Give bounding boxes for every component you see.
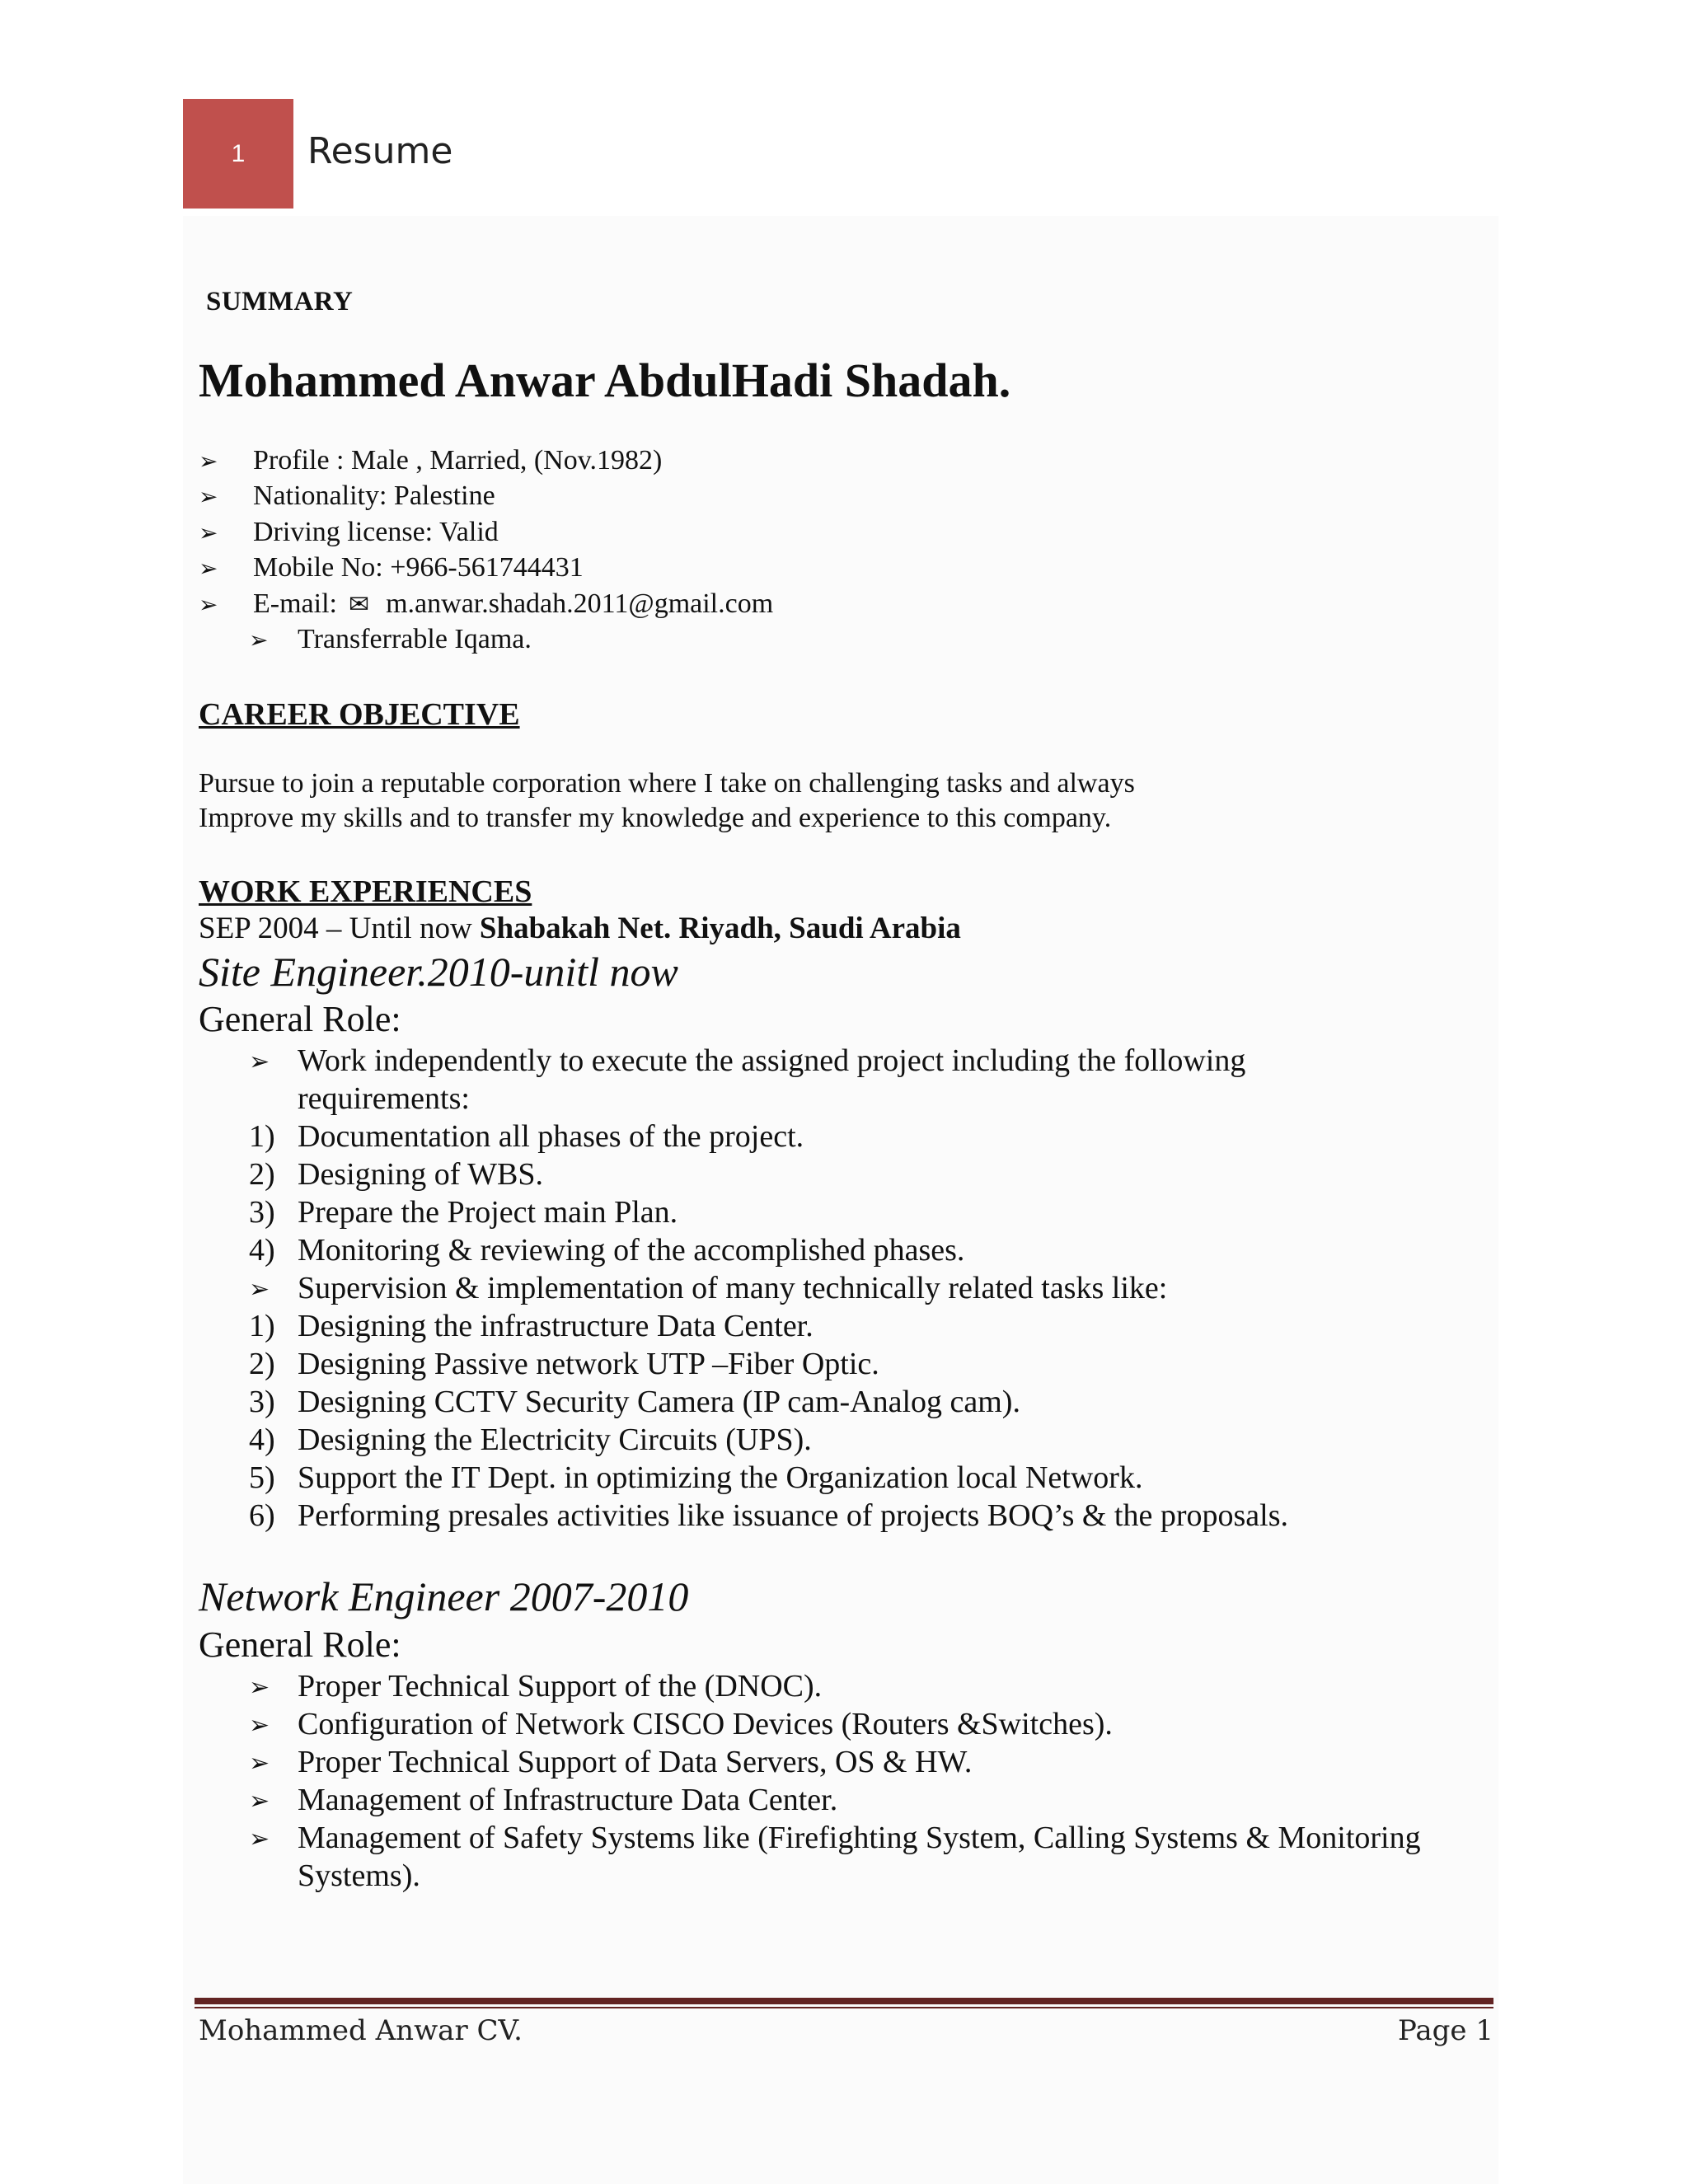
email-address[interactable]: m.anwar.shadah.2011@gmail.com (386, 588, 774, 619)
employment-period: SEP 2004 – Until now (199, 912, 480, 945)
summary-label: SUMMARY (206, 287, 354, 316)
footer-divider-thin (195, 2007, 1493, 2008)
general-role-heading: General Role: (199, 1624, 401, 1665)
footer-divider (195, 1998, 1493, 2004)
employment-line (199, 911, 961, 946)
email-label: E-mail: (253, 588, 337, 619)
arrow-bullet-icon: ➢ (249, 1749, 270, 1778)
footer-document-name: Mohammed Anwar CV. (199, 2014, 523, 2047)
arrow-bullet-icon: ➢ (249, 1673, 270, 1702)
arrow-bullet-icon: ➢ (249, 1787, 270, 1816)
career-objective-line: Pursue to join a reputable corporation where I take on challenging tasks and always (199, 768, 1135, 799)
candidate-name: Mohammed Anwar AbdulHadi Shadah. (199, 354, 1011, 407)
general-role-heading: General Role: (199, 999, 401, 1039)
arrow-bullet-icon: ➢ (249, 1711, 270, 1740)
career-objective-heading: CAREER OBJECTIVE (199, 697, 520, 732)
arrow-bullet-icon: ➢ (249, 1275, 270, 1304)
footer-page-number: Page 1 (1398, 2014, 1493, 2047)
employer-name: Shabakah Net. Riyadh, Saudi Arabia (479, 912, 961, 945)
work-experiences-heading: WORK EXPERIENCES (199, 874, 532, 909)
arrow-bullet-icon: ➢ (249, 1047, 270, 1076)
career-objective-line: Improve my skills and to transfer my knowledge and experience to this company. (199, 803, 1112, 833)
job-title-network-engineer: Network Engineer 2007-2010 (199, 1573, 689, 1619)
job-title-site-engineer: Site Engineer.2010-unitl now (199, 949, 678, 995)
arrow-bullet-icon: ➢ (249, 1825, 270, 1854)
envelope-icon: ✉ (348, 590, 370, 619)
header-title: Resume (307, 130, 453, 172)
page-number-badge: 1 (183, 99, 293, 209)
